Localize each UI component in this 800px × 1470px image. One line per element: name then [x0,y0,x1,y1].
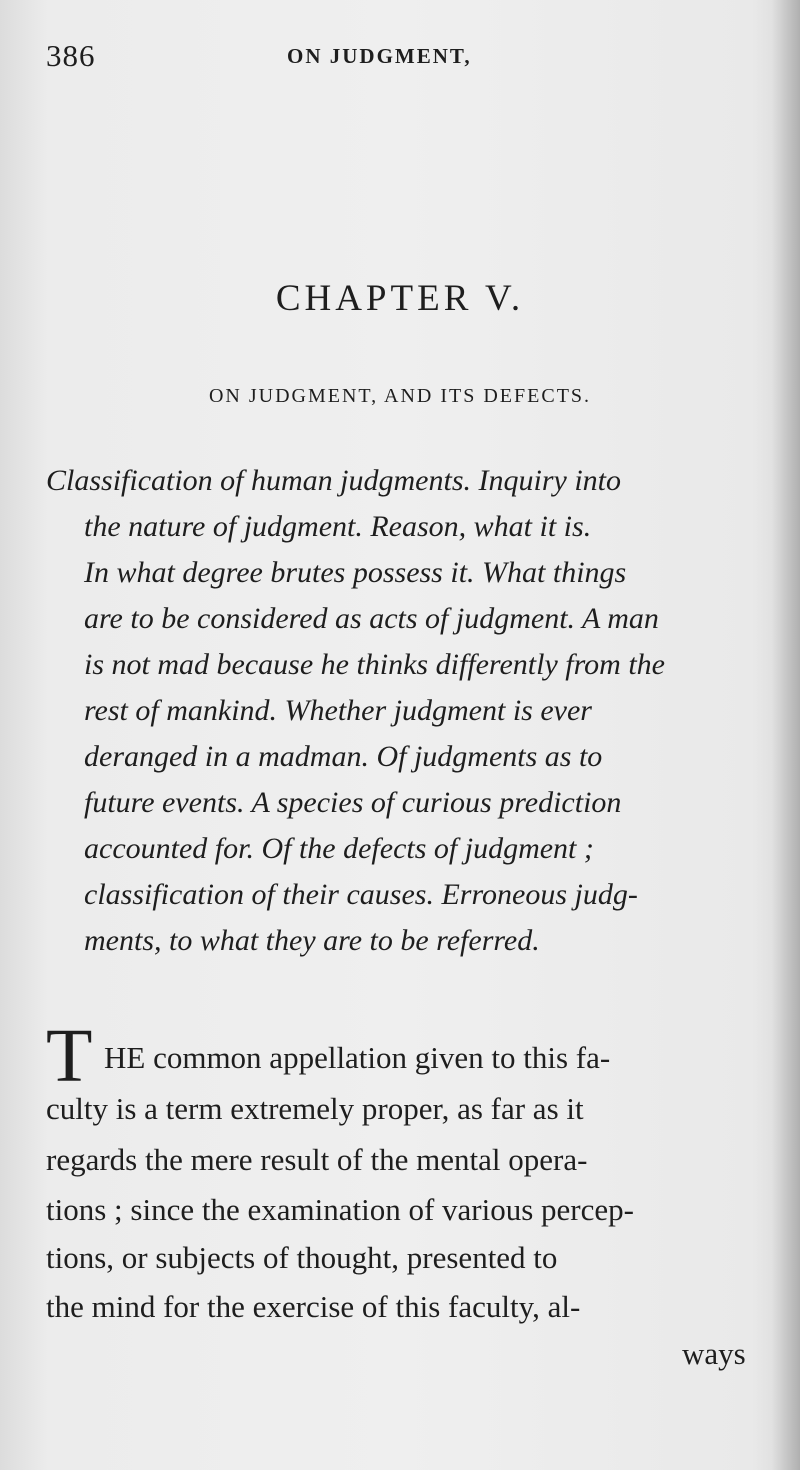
body-line: regards the mere result of the mental opera- [46,1142,588,1177]
summary-line: is not mad because he thinks differently from the [84,648,666,681]
summary-line: ments, to what they are to be referred. [84,924,540,957]
body-line: HE common appellation given to this fa- [104,1040,611,1075]
summary-line: future events. A species of curious prediction [84,786,622,819]
summary-line: Classification of human judgments. Inquiry into [46,464,621,497]
summary-line: classification of their causes. Erroneous judg- [84,878,638,911]
page-number: 386 [46,38,96,73]
summary-line: deranged in a madman. Of judgments as to [84,740,603,773]
body-line: the mind for the exercise of this faculty, al- [46,1289,581,1324]
body-line: tions, or subjects of thought, presented to [46,1240,558,1275]
body-line: culty is a term extremely proper, as far as it [46,1091,584,1126]
drop-cap: T [46,1014,93,1098]
summary-line: are to be considered as acts of judgment. A man [84,602,659,635]
catchword: ways [682,1336,746,1371]
chapter-heading: CHAPTER V. [275,278,525,319]
summary-line: In what degree brutes possess it. What things [84,556,627,589]
page-edge-shadow [772,0,800,1470]
summary-line: accounted for. Of the defects of judgment ; [84,832,594,865]
summary-line: the nature of judgment. Reason, what it is. [84,510,592,543]
body-line: tions ; since the examination of various percep- [46,1192,634,1227]
chapter-subtitle: ON JUDGMENT, AND ITS DEFECTS. [208,385,592,407]
running-header: ON JUDGMENT, [287,44,472,68]
summary-line: rest of mankind. Whether judgment is ever [84,694,592,727]
